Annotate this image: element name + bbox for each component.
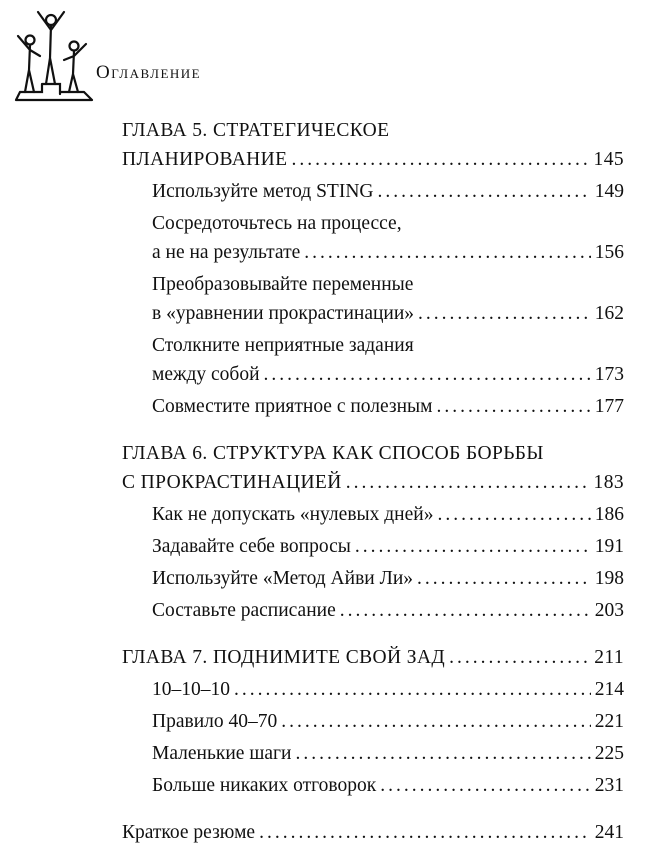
leader-dots [437,392,591,421]
list-item[interactable] [152,739,624,768]
leader-dots [264,360,591,389]
section-title: Маленькие шаги [152,743,292,764]
section-title: Используйте «Метод Айви Ли» [152,568,414,589]
section-title: между собой [152,364,260,385]
list-item[interactable] [152,209,624,267]
page-number: 191 [594,536,624,557]
chapter-entry[interactable] [122,468,624,497]
toc-heading: Оглавление [96,62,202,83]
list-item[interactable] [152,500,624,529]
page-number: 186 [594,504,624,525]
page-number: 162 [594,303,624,324]
page-number: 177 [594,396,624,417]
chapter-6 [122,439,624,625]
leader-dots [437,500,590,529]
section-title: Используйте метод STING [152,181,374,202]
page-header [8,6,268,106]
list-item[interactable] [152,707,624,736]
leader-dots [234,675,591,704]
leader-dots [291,145,589,174]
list-item[interactable] [152,596,624,625]
chapter-entry[interactable] [122,145,624,174]
summary-title: Краткое резюме [122,822,256,843]
section-list [122,177,624,421]
page-number: 221 [594,711,624,732]
list-item[interactable] [152,392,624,421]
chapter-entry[interactable] [122,643,624,672]
section-title: Составьте расписание [152,600,336,621]
page-number: 145 [593,149,624,170]
section-title: Больше никаких отговорок [152,775,377,796]
chapter-5 [122,116,624,421]
page-number: 231 [594,775,624,796]
page-number: 173 [594,364,624,385]
list-item[interactable] [152,532,624,561]
list-item[interactable] [152,564,624,593]
page-number: 241 [594,822,624,843]
leader-dots [417,564,591,593]
chapter-title: ГЛАВА 5. СТРАТЕГИЧЕСКОЕ [122,120,390,141]
list-item[interactable] [152,331,624,389]
leader-dots [304,238,590,267]
page-number: 211 [594,647,624,668]
section-title-line: Столкните неприятные задания [152,335,414,356]
section-list [122,675,624,800]
page-number: 198 [594,568,624,589]
table-of-contents [122,116,624,818]
leader-dots [355,532,591,561]
section-list [122,500,624,625]
leader-dots [259,818,591,847]
page-number: 225 [594,743,624,764]
section-title: Совместите приятное с полезным [152,396,433,417]
podium-figures-icon [8,6,94,106]
chapter-title-line: С ПРОКРАСТИНАЦИЕЙ [122,472,342,493]
list-item[interactable] [152,177,624,206]
list-item[interactable] [152,675,624,704]
section-title: Как не допускать «нулевых дней» [152,504,434,525]
chapter-title: ГЛАВА 6. СТРУКТУРА КАК СПОСОБ БОРЬБЫ [122,443,544,464]
list-item[interactable] [152,771,624,800]
page-number: 183 [593,472,624,493]
leader-dots [449,643,590,672]
leader-dots [340,596,591,625]
section-title: а не на результате [152,242,301,263]
page-number: 214 [594,679,624,700]
section-title: Задавайте себе вопросы [152,536,351,557]
section-title: 10–10–10 [152,679,230,700]
chapter-title-line: ГЛАВА 7. ПОДНИМИТЕ СВОЙ ЗАД [122,647,446,668]
leader-dots [295,739,590,768]
chapter-title-line: ПЛАНИРОВАНИЕ [122,149,288,170]
section-title-line: Преобразовывайте переменные [152,274,414,295]
leader-dots [281,707,591,736]
summary-entry[interactable] [122,818,624,847]
section-title: Правило 40–70 [152,711,278,732]
leader-dots [377,177,590,206]
leader-dots [346,468,590,497]
section-title: в «уравнении прокрастинации» [152,303,415,324]
leader-dots [380,771,591,800]
leader-dots [418,299,591,328]
page-number: 203 [594,600,624,621]
section-title-line: Сосредоточьтесь на процессе, [152,213,402,234]
list-item[interactable] [152,270,624,328]
chapter-7 [122,643,624,800]
page-number: 156 [594,242,624,263]
page-number: 149 [594,181,624,202]
